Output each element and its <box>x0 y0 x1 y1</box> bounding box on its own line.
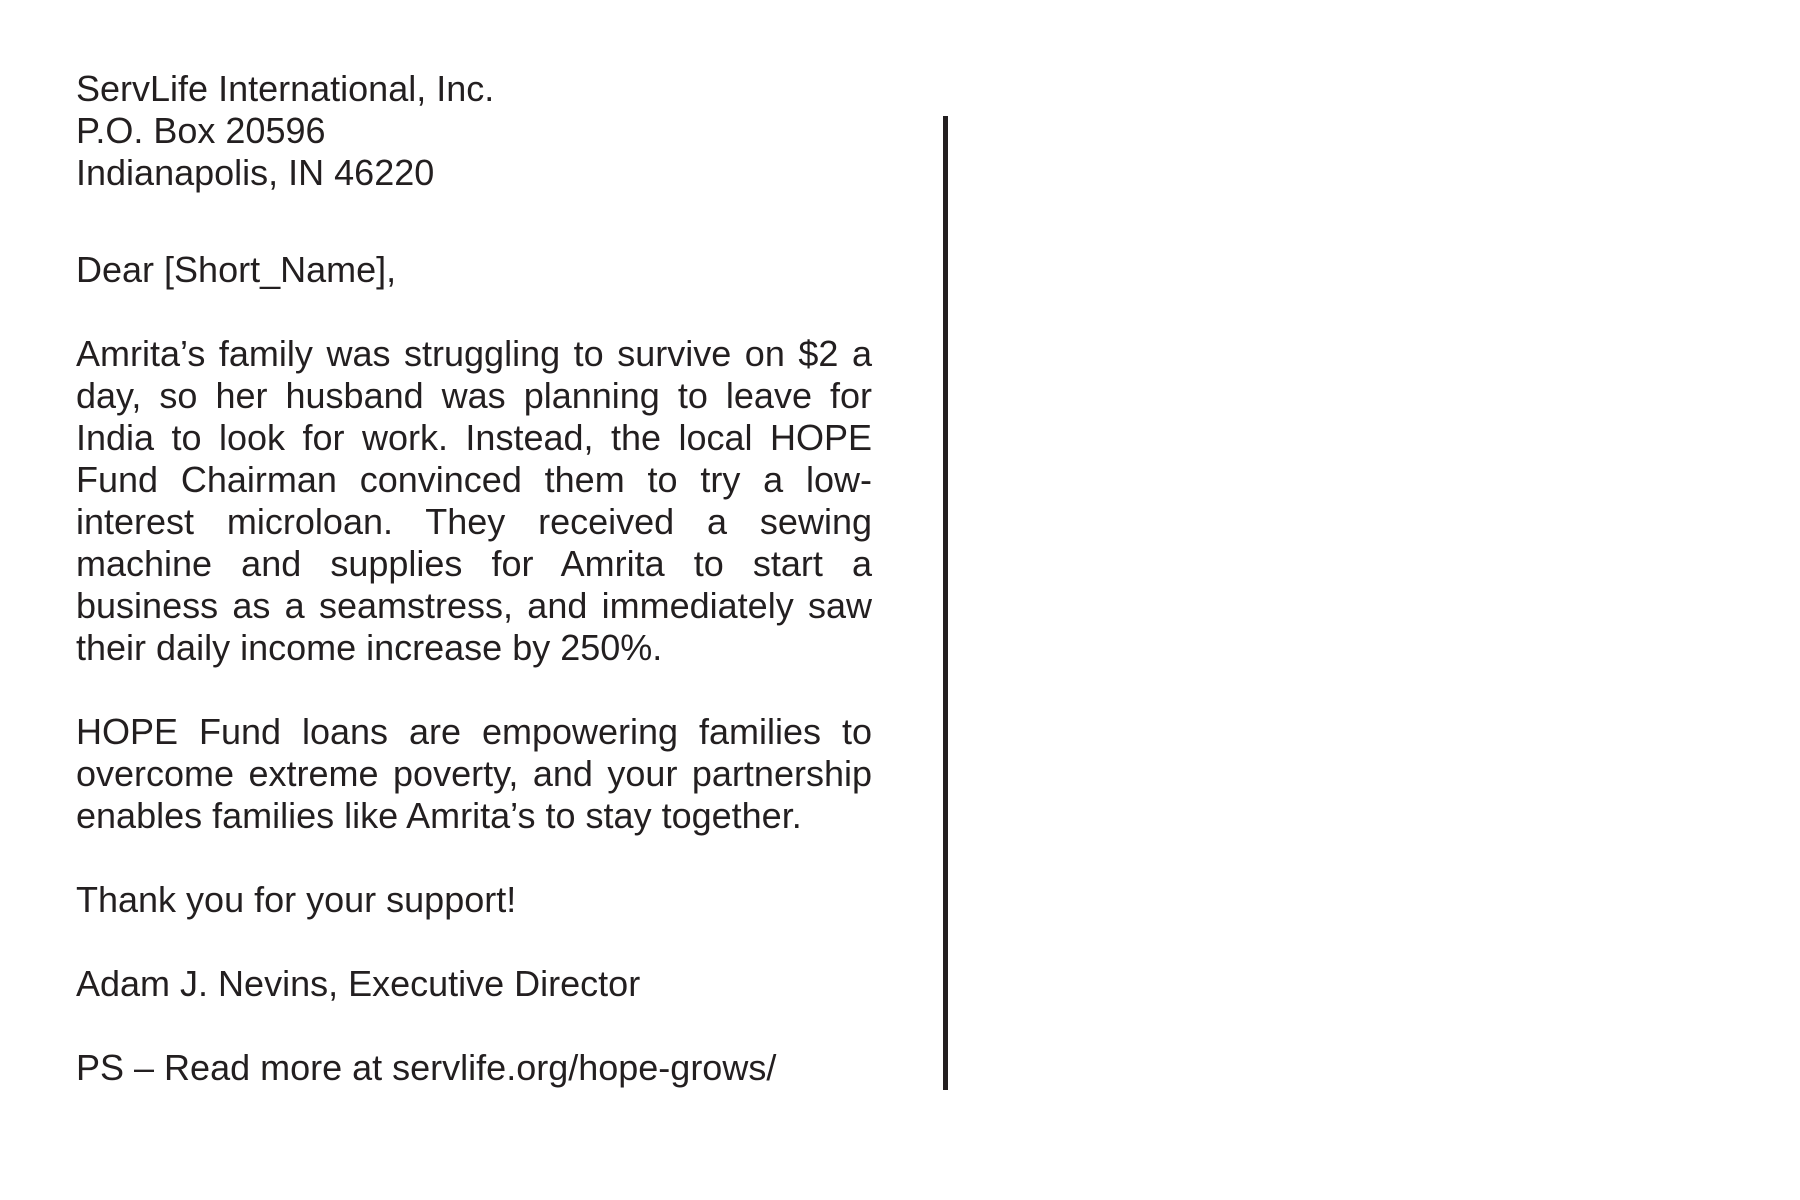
body-paragraph-2: HOPE Fund loans are empowering families to overcome extreme poverty, and your partnership enables families like Amrita’s to stay together. <box>76 711 872 836</box>
sender-po-box: P.O. Box 20596 <box>76 110 326 151</box>
thank-you-line: Thank you for your support! <box>76 879 517 920</box>
signature: Adam J. Nevins, Executive Director <box>76 963 641 1004</box>
sender-name: ServLife International, Inc. <box>76 68 495 109</box>
postscript: PS – Read more at servlife.org/hope-grows/ <box>76 1047 777 1088</box>
body-paragraph-1: Amrita’s family was struggling to survive on $2 a day, so her husband was planning to leave for India to look for work. Instead, the local HOPE Fund Chairman convinced them to try a low-interest microloan. They received a sewing machine and supplies for Amrita to start a business as a seamstress, and immediately saw their daily income increase by 250%. <box>76 333 872 668</box>
greeting: Dear [Short_Name], <box>76 249 397 290</box>
postcard-message <box>76 68 872 1089</box>
postcard-divider-line <box>943 116 948 1090</box>
sender-city-state-zip: Indianapolis, IN 46220 <box>76 152 435 193</box>
return-address <box>76 68 872 194</box>
